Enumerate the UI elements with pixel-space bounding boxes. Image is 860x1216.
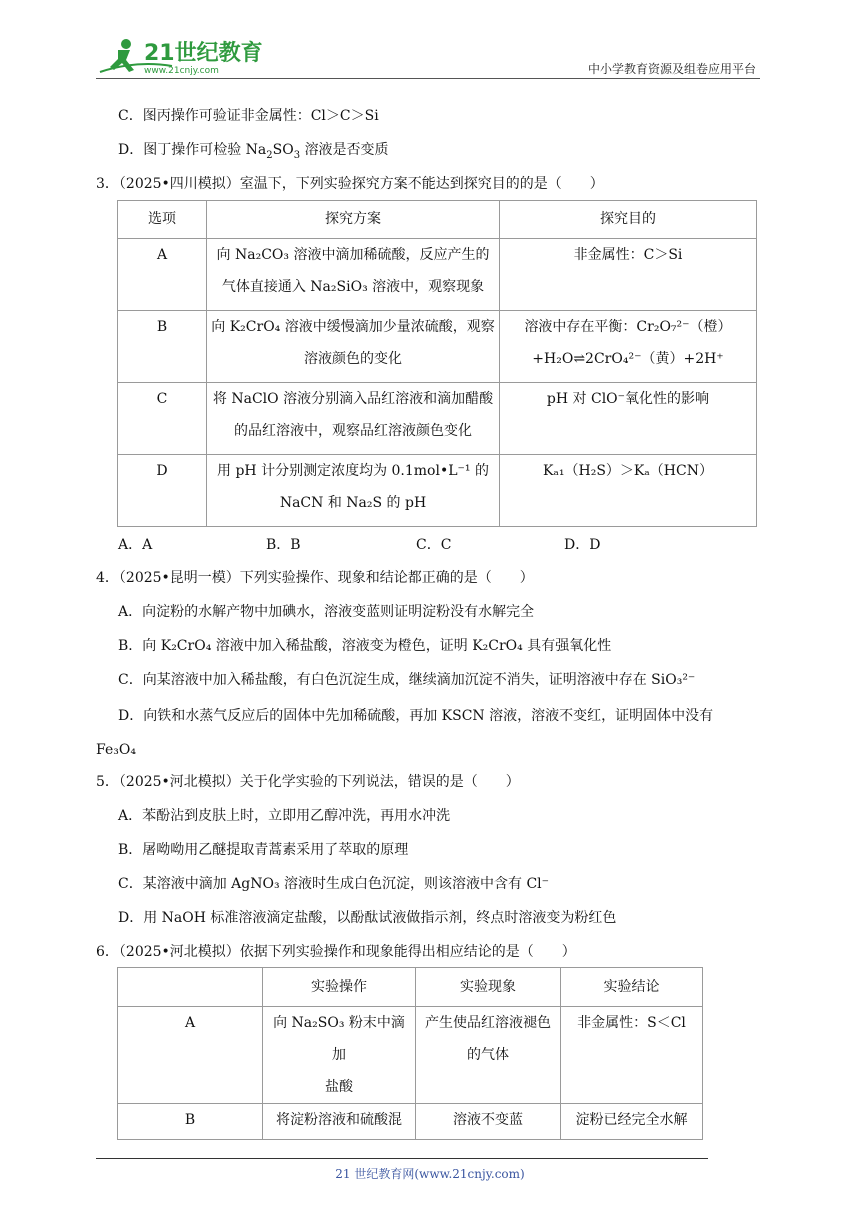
site-logo	[96, 36, 266, 76]
q3-row-b-option: B	[118, 311, 207, 383]
q5-option-c: C．某溶液中滴加 AgNO₃ 溶液时生成白色沉淀，则该溶液中含有 Cl⁻	[118, 876, 550, 892]
q3-row-b-goal	[500, 311, 757, 383]
q3-row-b-plan-line1: 向 K₂CrO₄ 溶液中缓慢滴加少量浓硫酸，观察	[211, 319, 495, 335]
q2-option-d: D．图丁操作可检验 $Na_2SO_3$ 溶液是否变质	[118, 142, 389, 161]
q3-row-d-plan-line2: NaCN 和 Na₂S 的 pH	[279, 495, 427, 511]
q2-d-pre: D．图丁操作可检验 Na	[118, 142, 267, 158]
q3-row-c-option: C	[118, 383, 207, 455]
q6-row-a-phenomenon	[416, 1007, 561, 1104]
q3-row-a-plan-line1: 向 Na₂CO₃ 溶液中滴加稀硫酸，反应产生的	[216, 247, 490, 263]
q6-row-b-option: B	[118, 1104, 263, 1140]
q5-option-b: B．屠呦呦用乙醚提取青蒿素采用了萃取的原理	[118, 842, 409, 858]
q3-choice-a: A．A	[118, 537, 153, 553]
footer-text: 21 世纪教育网(www.21cnjy.com)	[335, 1167, 525, 1181]
q3-header-plan: 探究方案	[207, 201, 500, 239]
q3-row-a-goal: 非金属性：C＞Si	[500, 239, 757, 311]
q3-row-a-plan	[207, 239, 500, 311]
q3-row-a-option: A	[118, 239, 207, 311]
q6-header-blank	[118, 968, 263, 1007]
q6-table	[117, 967, 703, 1140]
q6-row-a-conclusion: 非金属性：S＜Cl	[561, 1007, 703, 1104]
q3-header-goal: 探究目的	[500, 201, 757, 239]
q3-row-c-plan	[207, 383, 500, 455]
q6-stem: 6．（2025•河北模拟）依据下列实验操作和现象能得出相应结论的是（ ）	[96, 944, 576, 960]
runner-logo-icon	[96, 36, 266, 76]
q6-row-a-option: A	[118, 1007, 263, 1104]
header-divider	[96, 78, 760, 79]
q2-option-c: C．图丙操作可验证非金属性：Cl＞C＞Si	[118, 108, 379, 124]
q4-stem: 4．（2025•昆明一模）下列实验操作、现象和结论都正确的是（ ）	[96, 570, 534, 586]
q3-row-c-goal: pH 对 ClO⁻氧化性的影响	[500, 383, 757, 455]
q3-row-b-goal-line2: +H₂O⇌2CrO₄²⁻（黄）+2H⁺	[532, 351, 724, 367]
q3-row-d-option: D	[118, 455, 207, 527]
q6-header-phenomenon: 实验现象	[416, 968, 561, 1007]
q3-row-d-plan	[207, 455, 500, 527]
q6-row-b-operation: 将淀粉溶液和硫酸混	[263, 1104, 416, 1140]
header-platform-text: 中小学教育资源及组卷应用平台	[587, 62, 756, 76]
q6-header-conclusion: 实验结论	[561, 968, 703, 1007]
q4-option-a: A．向淀粉的水解产物中加碘水，溶液变蓝则证明淀粉没有水解完全	[118, 604, 535, 620]
q3-row-c-plan-line2: 的品红溶液中，观察品红溶液颜色变化	[234, 423, 472, 439]
q6-row-a-ph-line1: 产生使品红溶液褪色	[425, 1015, 551, 1031]
q2-d-post: 溶液是否变质	[304, 142, 389, 158]
q3-stem: 3．（2025•四川模拟）室温下，下列实验探究方案不能达到探究目的的是（ ）	[96, 176, 604, 192]
logo-url: www.21cnjy.com	[144, 66, 219, 76]
q3-row-a-plan-line2: 气体直接通入 Na₂SiO₃ 溶液中，观察现象	[221, 279, 485, 295]
q6-row-a-op-line1: 向 Na₂SO₃ 粉末中滴加	[273, 1015, 405, 1063]
q6-header-operation: 实验操作	[263, 968, 416, 1007]
q4-option-c: C．向某溶液中加入稀盐酸，有白色沉淀生成，继续滴加沉淀不消失，证明溶液中存在 SiO₃²⁻	[118, 672, 696, 688]
q5-stem: 5．（2025•河北模拟）关于化学实验的下列说法，错误的是（ ）	[96, 774, 520, 790]
q3-choice-b: B．B	[266, 537, 301, 553]
q3-row-b-plan	[207, 311, 500, 383]
q5-option-a: A．苯酚沾到皮肤上时，立即用乙醇冲洗，再用水冲洗	[118, 808, 451, 824]
q3-header-option: 选项	[118, 201, 207, 239]
logo-text: 21世纪教育	[144, 41, 263, 66]
footer-divider	[96, 1158, 708, 1159]
q6-row-a-operation	[263, 1007, 416, 1104]
q3-row-d-goal: Kₐ₁（H₂S）＞Kₐ（HCN）	[500, 455, 757, 527]
q6-row-b-conclusion: 淀粉已经完全水解	[561, 1104, 703, 1140]
q3-choice-c: C．C	[416, 537, 452, 553]
q5-option-d: D．用 NaOH 标准溶液滴定盐酸，以酚酞试液做指示剂，终点时溶液变为粉红色	[118, 910, 617, 926]
q4-option-d-cont: Fe₃O₄	[96, 742, 136, 758]
q3-row-b-plan-line2: 溶液颜色的变化	[304, 351, 402, 367]
q4-option-b: B．向 K₂CrO₄ 溶液中加入稀盐酸，溶液变为橙色，证明 K₂CrO₄ 具有强氧化性	[118, 638, 612, 654]
q3-row-d-plan-line1: 用 pH 计分别测定浓度均为 0.1mol•L⁻¹ 的	[217, 463, 489, 479]
q4-option-d: D．向铁和水蒸气反应后的固体中先加稀硫酸，再加 KSCN 溶液，溶液不变红，证明固体中没有	[118, 708, 714, 724]
q3-table	[117, 200, 757, 527]
q6-row-a-op-line2: 盐酸	[325, 1079, 353, 1095]
q3-row-b-goal-line1: 溶液中存在平衡：Cr₂O₇²⁻（橙）	[524, 319, 732, 335]
q3-row-c-plan-line1: 将 NaClO 溶液分别滴入品红溶液和滴加醋酸	[212, 391, 494, 407]
q3-choice-d: D．D	[564, 537, 601, 553]
q6-row-a-ph-line2: 的气体	[467, 1047, 509, 1063]
q6-row-b-phenomenon: 溶液不变蓝	[416, 1104, 561, 1140]
